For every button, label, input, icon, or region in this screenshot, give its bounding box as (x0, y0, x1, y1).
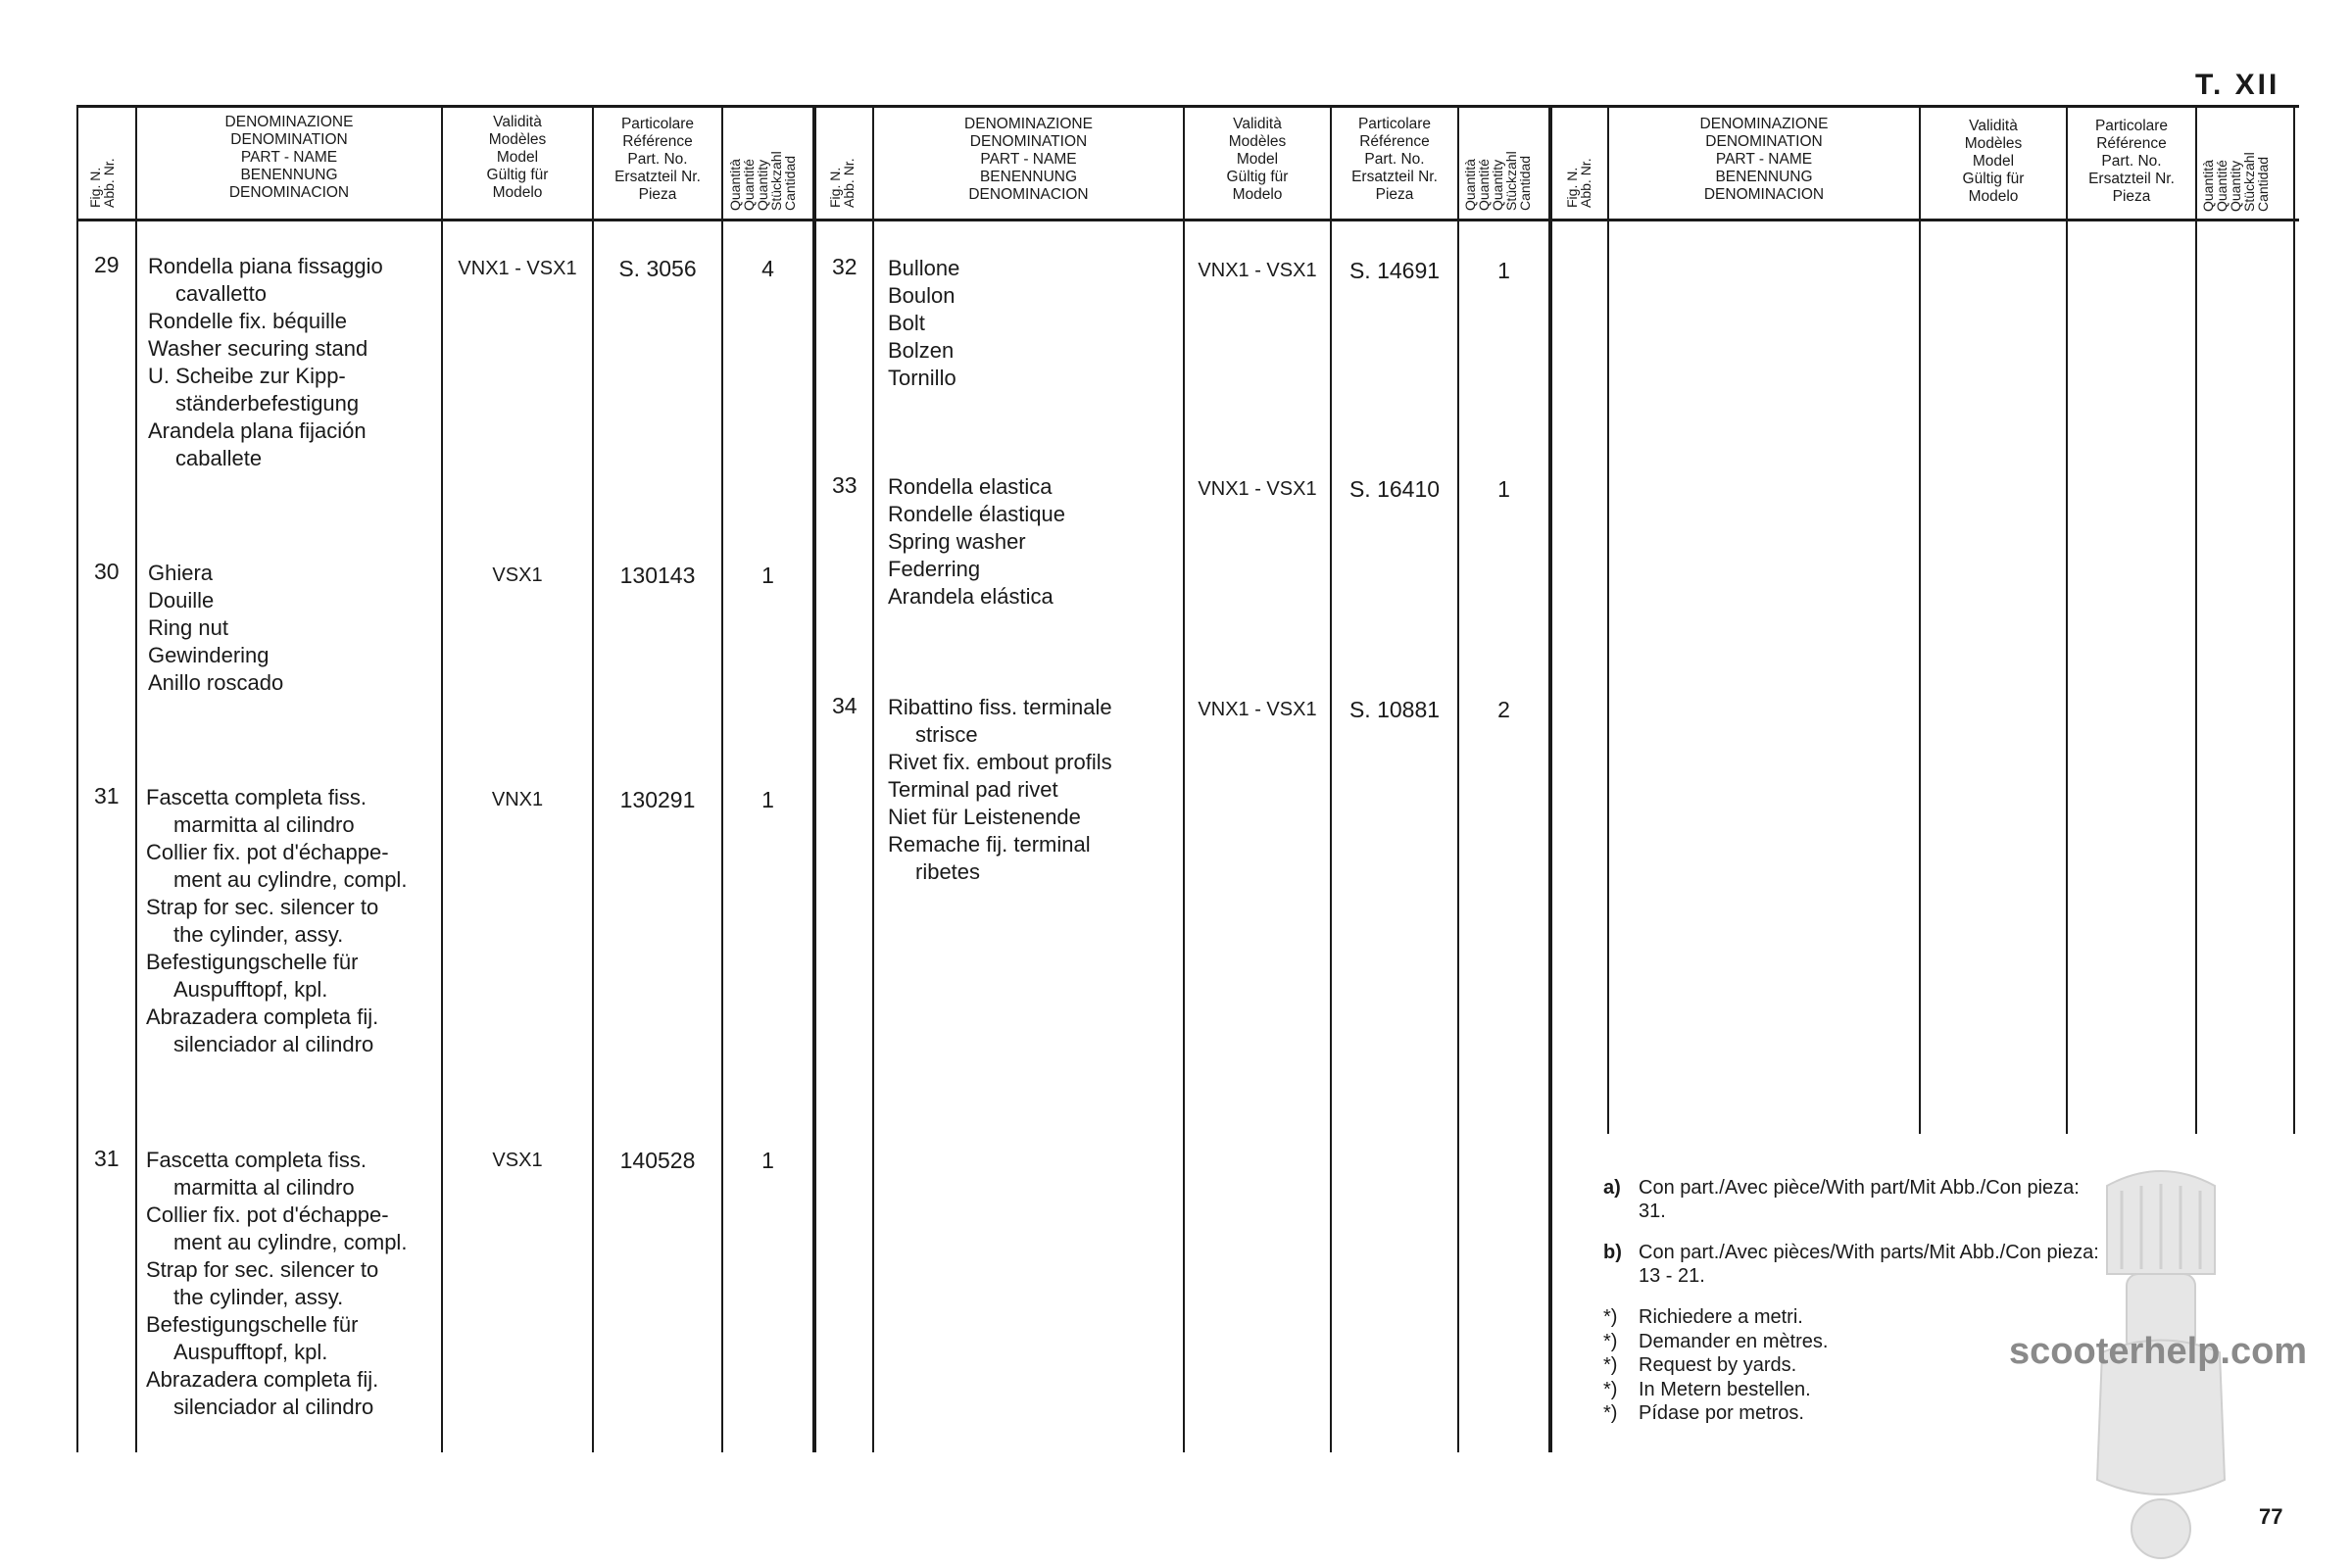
header-validity: Validità Modèles Model Gültig für Modelo (1226, 116, 1289, 203)
header-quantity: Quantità Quantité Quantity Stückzahl Cantidad (727, 151, 798, 211)
col-rule (76, 105, 78, 1452)
col-rule (872, 105, 874, 1452)
fig-number: 33 (832, 472, 858, 498)
header-quantity: Quantità Quantité Quantity Stückzahl Cantidad (2200, 152, 2271, 212)
header-bottom-rule (76, 219, 2299, 221)
part-quantity: 1 (761, 1148, 774, 1173)
col-rule (592, 105, 594, 1452)
part-number: 130291 (619, 787, 696, 812)
table-id: T. XII (2195, 69, 2280, 101)
table-divider (1548, 105, 1552, 1452)
col-rule (1457, 105, 1459, 1452)
part-model: VNX1 - VSX1 (1198, 478, 1317, 500)
col-rule (1183, 105, 1185, 1452)
part-description: Rondella piana fissaggio cavalletto Rondelle fix. béquille Washer securing stand U. Scheibe zur Kipp- ständerbefestigung Arandela plana fijación caballete (148, 254, 383, 470)
header-part-no: Particolare Référence Part. No. Ersatzteil Nr. Pieza (614, 116, 701, 203)
part-model: VNX1 (491, 789, 544, 810)
header-part-no: Particolare Référence Part. No. Ersatzteil Nr. Pieza (1351, 116, 1438, 203)
page-number: 77 (2259, 1504, 2283, 1529)
part-number: 130143 (619, 563, 696, 588)
part-quantity: 1 (761, 787, 774, 812)
part-description: Rondella elastica Rondelle élastique Spring washer Federring Arandela elástica (888, 474, 1066, 609)
header-fig: Fig. N. Abb. Nr. (1564, 158, 1593, 208)
col-rule (1607, 105, 1609, 1134)
part-model: VNX1 - VSX1 (1198, 260, 1317, 281)
part-quantity: 1 (761, 563, 774, 588)
header-fig: Fig. N. Abb. Nr. (827, 158, 857, 208)
note-b: b) Con part./Avec pièces/With parts/Mit Abb./Con pieza: 13 - 21. (1603, 1242, 2099, 1287)
part-description: Ghiera Douille Ring nut Gewindering Anillo roscado (148, 561, 284, 695)
header-quantity: Quantità Quantité Quantity Stückzahl Cantidad (1462, 151, 1533, 211)
col-rule (2066, 105, 2068, 1134)
col-rule (1330, 105, 1332, 1452)
watermark-text: scooterhelp.com (2009, 1331, 2308, 1372)
header-fig: Fig. N. Abb. Nr. (87, 158, 117, 208)
part-model: VSX1 (492, 564, 543, 586)
header-validity: Validità Modèles Model Gültig für Modelo (486, 114, 549, 201)
note-a: a) Con part./Avec pièce/With part/Mit Abb./Con pieza: 31. (1603, 1177, 2080, 1222)
part-description: Fascetta completa fiss. marmitta al cilindro Collier fix. pot d'échappe- ment au cylindre, compl. Strap for sec. silencer to the cylinder, assy. Befestigungschelle für Auspufftopf, kpl. Abrazadera completa fij. silenciador al cilindro (146, 1148, 408, 1419)
header-part-no: Particolare Référence Part. No. Ersatzteil Nr. Pieza (2088, 118, 2175, 205)
part-number: 140528 (619, 1148, 696, 1173)
fig-number: 31 (94, 783, 120, 808)
part-description: Ribattino fiss. terminale strisce Rivet fix. embout profils Terminal pad rivet Niet für Leistenende Remache fij. terminal ribetes (888, 695, 1112, 884)
fig-number: 29 (94, 252, 120, 277)
header-denomination: DENOMINAZIONE DENOMINATION PART - NAME BENENNUNG DENOMINACION (1699, 116, 1829, 203)
part-quantity: 4 (761, 256, 774, 281)
part-model: VSX1 (492, 1150, 543, 1171)
part-model: VNX1 - VSX1 (458, 258, 577, 279)
table-divider (812, 105, 816, 1452)
part-quantity: 2 (1497, 697, 1510, 722)
col-rule (441, 105, 443, 1452)
col-rule (135, 105, 137, 1452)
part-description: Fascetta completa fiss. marmitta al cilindro Collier fix. pot d'échappe- ment au cylindre, compl. Strap for sec. silencer to the cylinder, assy. Befestigungschelle für Auspufftopf, kpl. Abrazadera completa fij. silenciador al cilindro (146, 785, 408, 1056)
fig-number: 30 (94, 559, 120, 584)
col-rule (1919, 105, 1921, 1134)
header-denomination: DENOMINAZIONE DENOMINATION PART - NAME BENENNUNG DENOMINACION (964, 116, 1093, 203)
header-validity: Validità Modèles Model Gültig für Modelo (1962, 118, 2025, 205)
part-number: S. 3056 (618, 256, 697, 281)
part-quantity: 1 (1497, 258, 1510, 283)
part-quantity: 1 (1497, 476, 1510, 502)
header-denomination: DENOMINAZIONE DENOMINATION PART - NAME BENENNUNG DENOMINACION (224, 114, 354, 201)
note-metres: *) Richiedere a metri. *) Demander en mètres. *) Request by yards. *) In Metern bestellen. *) Pídase por metros. (1603, 1306, 1829, 1424)
fig-number: 32 (832, 254, 858, 279)
fig-number: 34 (832, 693, 858, 718)
fig-number: 31 (94, 1146, 120, 1171)
part-model: VNX1 - VSX1 (1198, 699, 1317, 720)
col-rule (2195, 105, 2197, 1134)
header-top-rule (76, 105, 2299, 108)
part-number: S. 10881 (1348, 697, 1441, 722)
part-number: S. 16410 (1348, 476, 1441, 502)
col-rule (721, 105, 723, 1452)
part-description: Bullone Boulon Bolt Bolzen Tornillo (888, 256, 960, 390)
col-rule (2293, 105, 2295, 1134)
part-number: S. 14691 (1348, 258, 1441, 283)
